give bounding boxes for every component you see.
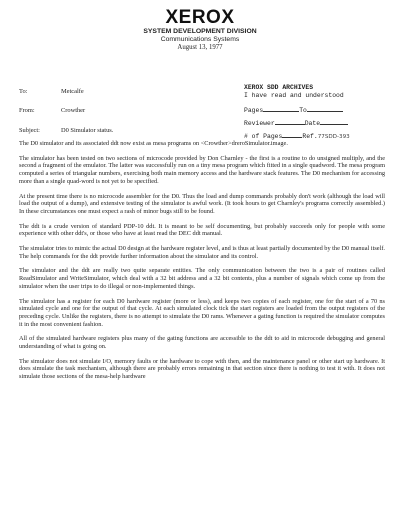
pages-blank [263, 105, 299, 112]
num-pages-blank [282, 131, 302, 138]
date-label: Date [304, 120, 321, 127]
num-pages-label: # of Pages [244, 133, 283, 140]
reviewer-blank [275, 118, 305, 125]
paragraph-8: All of the simulated hardware registers plus many of the gating functions are accessible to the ddt to aid in microcode debugging and general understanding of what is going on. [19, 335, 385, 351]
from-label: From: [19, 107, 35, 114]
paragraph-5: The simulator tries to mimic the actual D0 design at the hardware register level, and is thus at least partially documented by the D0 manual itself. The help commands for the ddt provide further information about the simulator and its control. [19, 245, 385, 260]
paragraph-2: The simulator has been tested on two sections of microcode provided by Don Charnley - the first is a routine to do unsigned multiply, and the second a fragment of the emulator. The latter was successfully run on a tiny mesa program which fitted in a single quadword. The mesa program computed a series of triangular numbers, exercising both main memory access and the hardware stack features. The D0 mechanism for accessing more than a single quad-word is not yet to be specified. [19, 154, 385, 185]
paragraph-3: At the present time there is no microcode assembler for the D0. Thus the load and dump commands probably don't work (although the load will load the output of a dump), and extensive testing of the simulator is awful work. (It took hours to get Charnley's programs correctly assembled.) In these circumstances one must expect a rash of minor bugs still to be found. [19, 192, 385, 215]
memo-date: August 13, 1977 [177, 44, 223, 51]
department-name: Communications Systems [160, 36, 240, 43]
division-name: SYSTEM DEVELOPMENT DIVISION [143, 28, 257, 35]
ref-label: Ref. [302, 133, 318, 140]
archive-reviewer-row [244, 118, 348, 128]
date-blank [320, 118, 348, 125]
letterhead [0, 8, 400, 52]
paragraph-7: The simulator has a register for each D0 hardware register (more or less), and keeps two copies of each register, one for the start of a 70 ns simulated cycle and one for the output of that cycle. At each simulated clock tick the start registers are loaded from the output registers of the preceding cycle. Unlike the registers, there is no attempt to simulate the D0 rams. Whenever a gating function is required the simulator computes it in the most convenient fashion. [19, 297, 385, 328]
from-value: Crowther [61, 107, 86, 114]
pages-to-blank [307, 105, 343, 112]
to-row [19, 88, 84, 96]
to-label: To: [19, 88, 28, 95]
archive-title: XEROX SDD ARCHIVES [244, 84, 314, 91]
xerox-logo: XEROX [165, 7, 235, 28]
reviewer-label: Reviewer [244, 120, 275, 127]
paragraph-4: The ddt is a crude version of standard PDP-10 ddt. It is meant to be self documenting, but probably succeeds only for people with some experience with other ddt's, or those who have at least read the DEC ddt manual. [19, 222, 385, 238]
pages-to-label: To [299, 107, 307, 114]
subject-label: Subject: [19, 127, 40, 134]
pages-label: Pages [244, 107, 264, 114]
from-row [19, 107, 85, 115]
paragraph-1: The D0 simulator and its associated ddt now exist as mesa programs on <Crowther>dreroSimulator.image. [19, 140, 288, 147]
ref-value: 77SDD-393 [317, 134, 350, 140]
subject-row [19, 127, 113, 135]
paragraph-6: The simulator and the ddt are really two quite separate entities. The only communication between the two is a pair of routines called ReadSimulator and WriteSimulator, which deal with a 32 bit address and a 32 bit contents, plus a number of signals which come up from the simulator when the user trips to do illegal or non-implemented things. [19, 267, 385, 290]
memo-body [19, 140, 385, 388]
paragraph-9: The simulator does not simulate I/O, memory faults or the hardware to cope with then, and the maintenance panel or other start up hardware. It does simulate the task mechanism, although there are probably errors remaining in that section since there is nothing to test it with. It does not simulate those sections of the mesa-help hardware [19, 357, 385, 381]
archive-pages-row [244, 105, 343, 115]
subject-value: D0 Simulator status. [61, 127, 114, 134]
archive-statement: I have read and understood [244, 92, 344, 99]
to-value: Metcalfe [61, 88, 84, 95]
